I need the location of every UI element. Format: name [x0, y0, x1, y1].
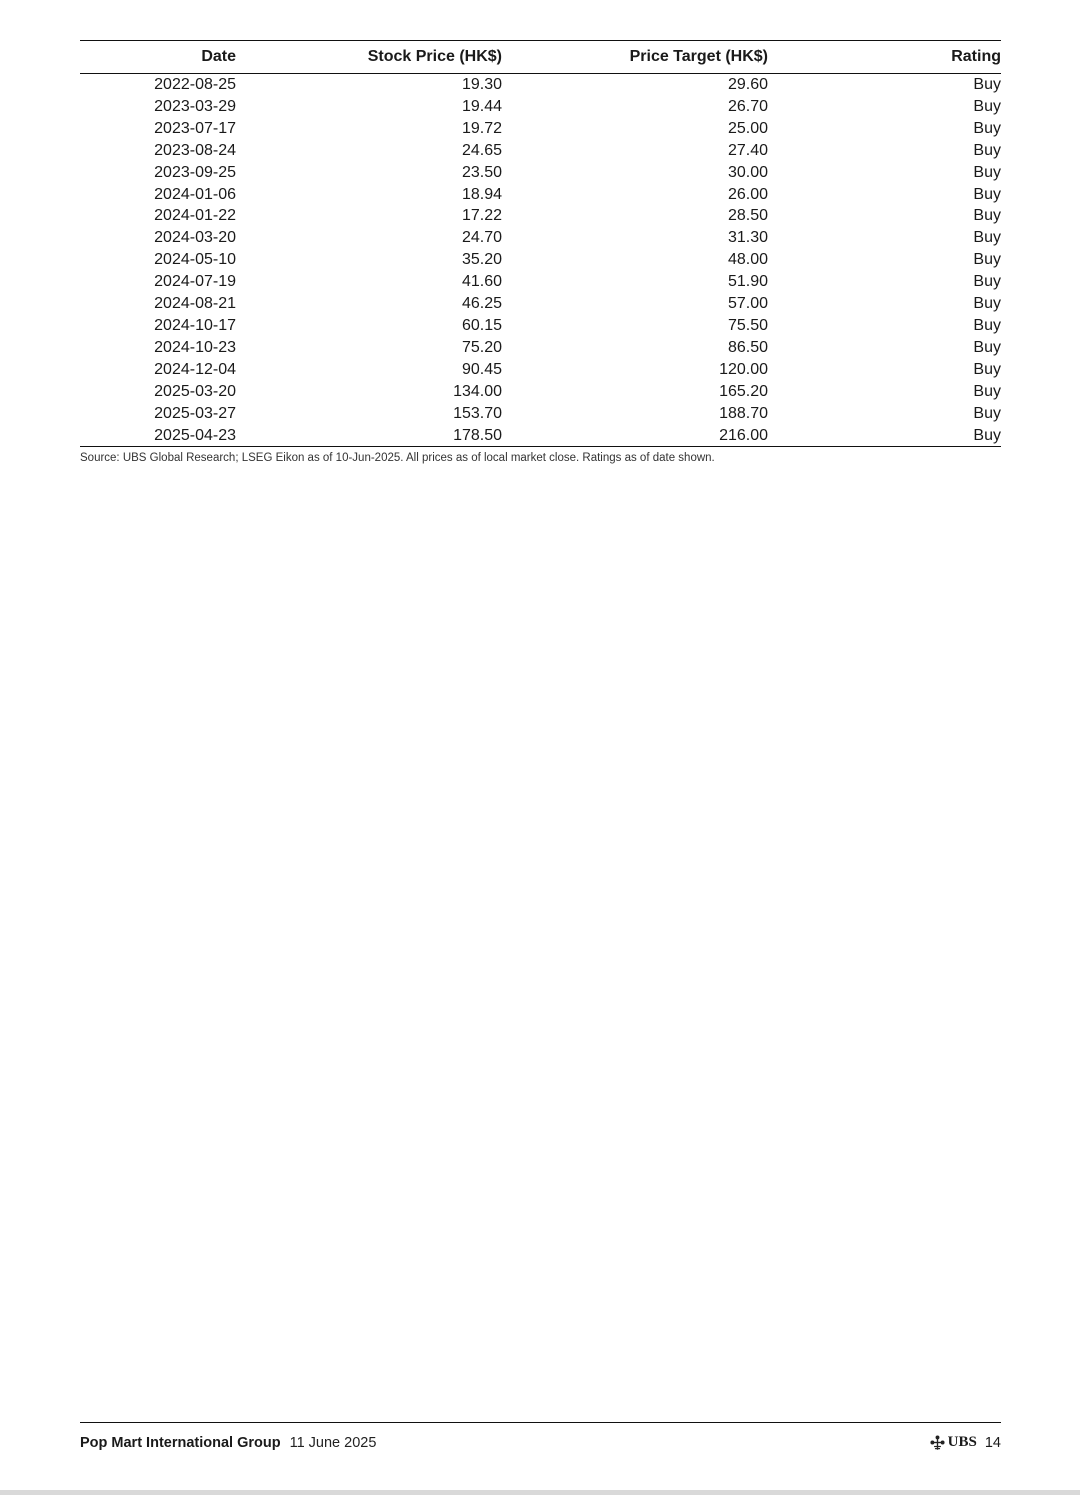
viewer-bottom-edge	[0, 1490, 1080, 1495]
footer-company-name: Pop Mart International Group	[80, 1434, 281, 1451]
table-row	[80, 425, 1001, 447]
cell-stock-price: 24.70	[461, 229, 502, 247]
cell-date: 2024-07-19	[154, 273, 236, 291]
cell-price-target: 86.50	[727, 338, 768, 356]
table-row	[80, 162, 1001, 184]
cell-rating: Buy	[973, 404, 1001, 422]
cell-stock-price: 23.50	[461, 163, 502, 181]
cell-stock-price: 35.20	[461, 251, 502, 269]
cell-price-target: 28.50	[727, 207, 768, 225]
table-row	[80, 381, 1001, 403]
table-header-row	[80, 41, 1001, 74]
cell-rating: Buy	[973, 207, 1001, 225]
table-header	[80, 41, 1001, 74]
cell-date: 2023-03-29	[154, 97, 236, 115]
cell-date: 2025-04-23	[80, 425, 236, 447]
cell-stock-price: 134.00	[453, 382, 502, 400]
cell-stock-price: 41.60	[461, 273, 502, 291]
cell-rating: Buy	[973, 338, 1001, 356]
cell-rating: Buy	[768, 425, 1001, 447]
table-row	[80, 271, 1001, 293]
page-number: 14	[984, 1434, 1001, 1451]
table-row	[80, 293, 1001, 315]
cell-price-target: 75.50	[727, 316, 768, 334]
page-footer	[80, 1422, 1001, 1455]
cell-date: 2024-01-22	[154, 207, 236, 225]
cell-stock-price: 153.70	[453, 404, 502, 422]
footer-date: 11 June 2025	[289, 1434, 377, 1451]
cell-price-target: 51.90	[727, 273, 768, 291]
table-row	[80, 74, 1001, 96]
cell-stock-price: 178.50	[236, 425, 502, 447]
column-header-date: Date	[80, 41, 236, 74]
cell-price-target: 120.00	[719, 360, 768, 378]
table-row	[80, 140, 1001, 162]
cell-date: 2022-08-25	[154, 76, 236, 93]
cell-stock-price: 24.65	[461, 141, 502, 159]
cell-date: 2025-03-20	[154, 382, 236, 400]
cell-rating: Buy	[973, 382, 1001, 400]
table-body	[80, 74, 1001, 447]
cell-price-target: 216.00	[502, 425, 768, 447]
table-row	[80, 184, 1001, 206]
ubs-logo	[929, 1434, 977, 1451]
cell-rating: Buy	[973, 229, 1001, 247]
cell-stock-price: 19.44	[461, 97, 502, 115]
cell-price-target: 26.00	[727, 185, 768, 203]
cell-price-target: 188.70	[719, 404, 768, 422]
table-row	[80, 249, 1001, 271]
column-header-price-target: Price Target (HK$)	[502, 41, 768, 74]
cell-stock-price: 60.15	[461, 316, 502, 334]
cell-price-target: 48.00	[727, 251, 768, 269]
cell-date: 2024-08-21	[154, 295, 236, 313]
table-row	[80, 337, 1001, 359]
cell-stock-price: 17.22	[461, 207, 502, 225]
cell-date: 2024-05-10	[154, 251, 236, 269]
cell-rating: Buy	[973, 316, 1001, 334]
table-row	[80, 403, 1001, 425]
cell-rating: Buy	[973, 273, 1001, 291]
cell-date: 2024-10-23	[154, 338, 236, 356]
cell-stock-price: 46.25	[461, 295, 502, 313]
cell-stock-price: 90.45	[461, 360, 502, 378]
table-row	[80, 96, 1001, 118]
cell-rating: Buy	[973, 97, 1001, 115]
table-row	[80, 227, 1001, 249]
cell-price-target: 26.70	[727, 97, 768, 115]
cell-price-target: 25.00	[727, 119, 768, 137]
cell-stock-price: 19.30	[461, 76, 502, 93]
cell-rating: Buy	[973, 295, 1001, 313]
cell-date: 2024-12-04	[154, 360, 236, 378]
cell-date: 2024-01-06	[154, 185, 236, 203]
cell-stock-price: 75.20	[461, 338, 502, 356]
table-row	[80, 205, 1001, 227]
table-row	[80, 118, 1001, 140]
column-header-stock-price: Stock Price (HK$)	[236, 41, 502, 74]
cell-stock-price: 18.94	[461, 185, 502, 203]
cell-rating: Buy	[973, 119, 1001, 137]
price-target-history-table	[80, 40, 1001, 447]
cell-date: 2024-03-20	[154, 229, 236, 247]
cell-price-target: 57.00	[727, 295, 768, 313]
cell-date: 2025-03-27	[154, 404, 236, 422]
cell-price-target: 29.60	[727, 76, 768, 93]
cell-rating: Buy	[973, 76, 1001, 93]
column-header-rating: Rating	[768, 41, 1001, 74]
cell-date: 2023-08-24	[154, 141, 236, 159]
table-row	[80, 315, 1001, 337]
cell-rating: Buy	[973, 163, 1001, 181]
cell-date: 2024-10-17	[154, 316, 236, 334]
ubs-keys-icon	[929, 1434, 946, 1451]
footer-right	[929, 1434, 1001, 1451]
cell-stock-price: 19.72	[461, 119, 502, 137]
cell-rating: Buy	[973, 141, 1001, 159]
cell-rating: Buy	[973, 185, 1001, 203]
cell-rating: Buy	[973, 360, 1001, 378]
cell-date: 2023-07-17	[154, 119, 236, 137]
cell-price-target: 27.40	[727, 141, 768, 159]
cell-price-target: 30.00	[727, 163, 768, 181]
cell-date: 2023-09-25	[154, 163, 236, 181]
cell-price-target: 31.30	[727, 229, 768, 247]
table-row	[80, 359, 1001, 381]
source-note: Source: UBS Global Research; LSEG Eikon as of 10-Jun-2025. All prices as of local market close. Ratings as of date shown.	[80, 452, 715, 464]
cell-rating: Buy	[973, 251, 1001, 269]
ubs-logo-text: UBS	[947, 1434, 977, 1450]
cell-price-target: 165.20	[719, 382, 768, 400]
